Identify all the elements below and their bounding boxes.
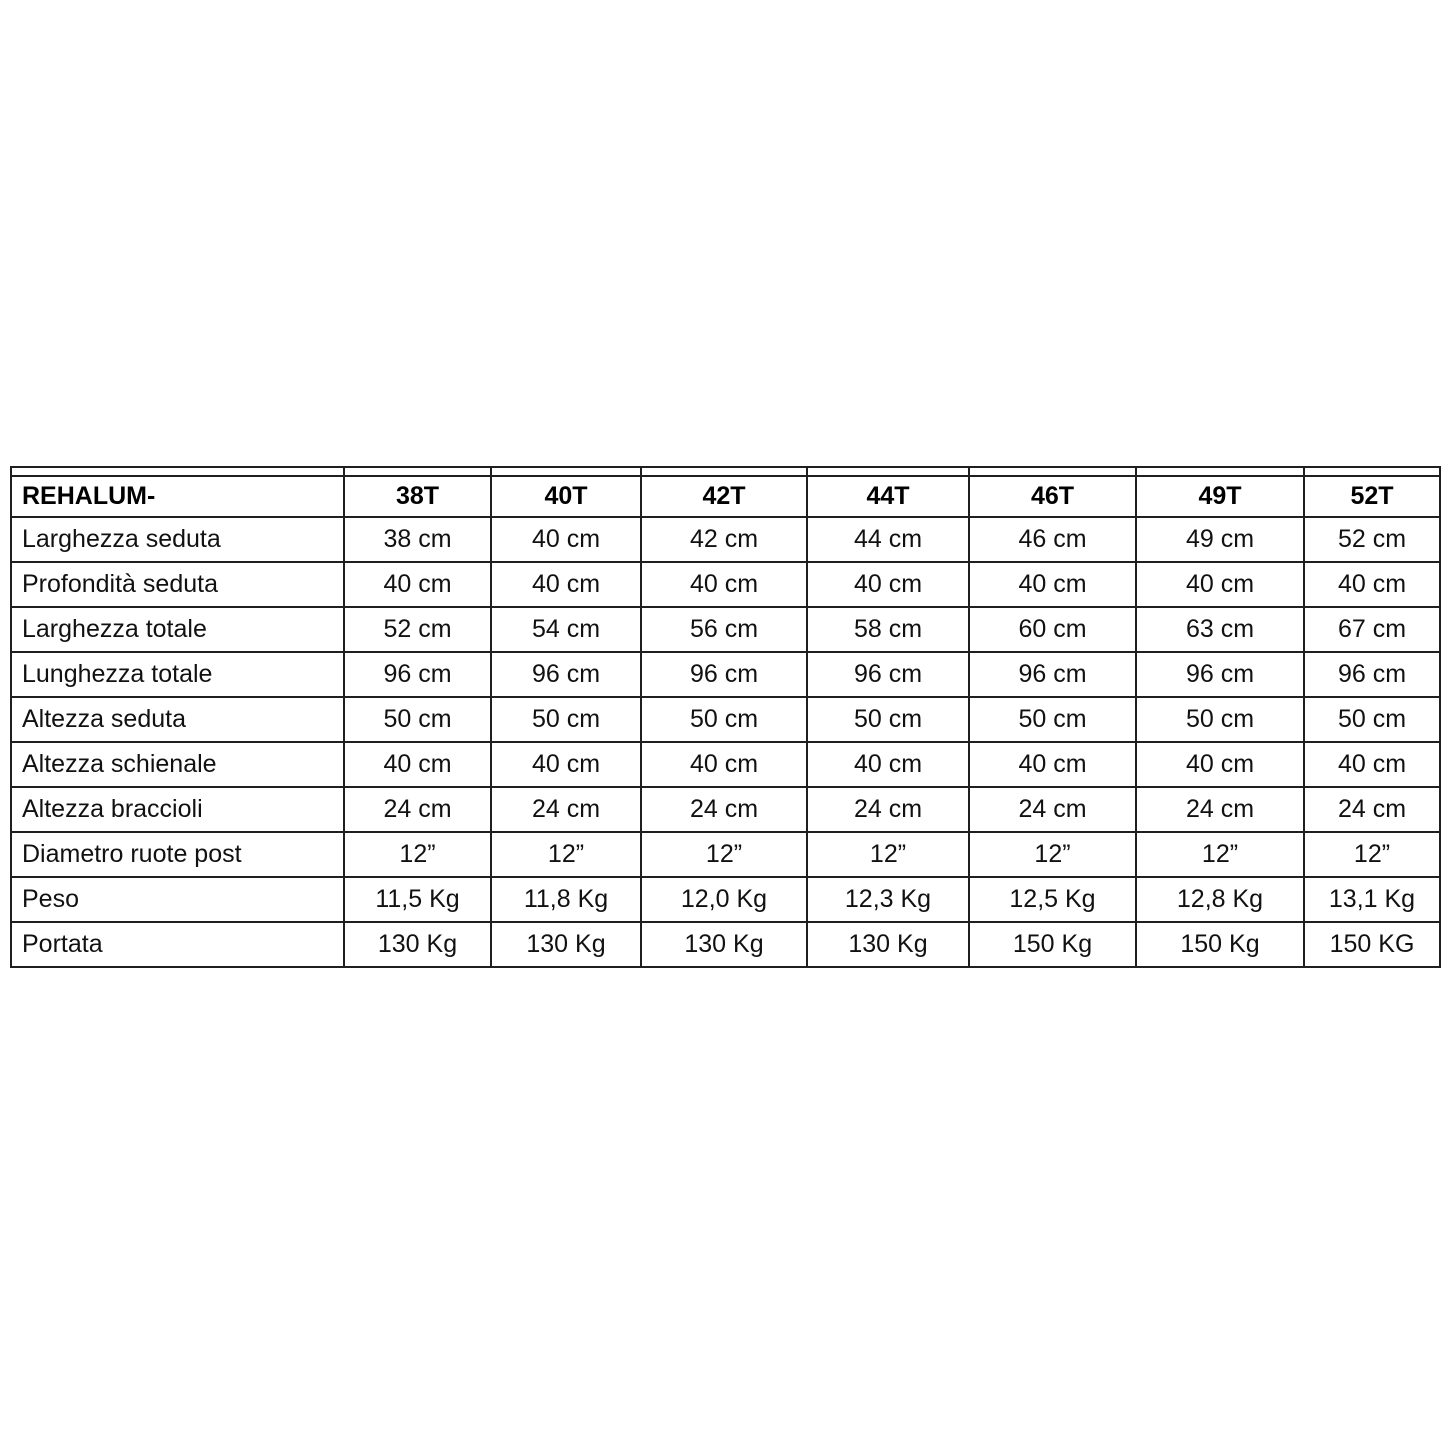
- spec-value-cell: 52 cm: [344, 607, 491, 652]
- row-label: Altezza braccioli: [11, 787, 344, 832]
- column-header-44t: 44T: [807, 476, 969, 517]
- spec-value-cell: 150 Kg: [1136, 922, 1304, 967]
- spec-value-cell: 67 cm: [1304, 607, 1440, 652]
- table-row: [11, 517, 1440, 562]
- spec-value-cell: 50 cm: [1136, 697, 1304, 742]
- spec-value-cell: 40 cm: [491, 517, 641, 562]
- spec-value-cell: 12,8 Kg: [1136, 877, 1304, 922]
- spec-value-cell: 40 cm: [491, 742, 641, 787]
- strip-cell: [1304, 467, 1440, 476]
- row-label: Larghezza seduta: [11, 517, 344, 562]
- table-row: [11, 877, 1440, 922]
- spec-value-cell: 49 cm: [1136, 517, 1304, 562]
- table-body: [11, 517, 1440, 967]
- table-row: [11, 652, 1440, 697]
- spec-value-cell: 50 cm: [1304, 697, 1440, 742]
- table-row: [11, 787, 1440, 832]
- spec-value-cell: 50 cm: [344, 697, 491, 742]
- table-row: [11, 922, 1440, 967]
- header-row: [11, 476, 1440, 517]
- spec-value-cell: 12”: [491, 832, 641, 877]
- row-label: Peso: [11, 877, 344, 922]
- spec-value-cell: 12”: [807, 832, 969, 877]
- spec-value-cell: 40 cm: [491, 562, 641, 607]
- spec-value-cell: 38 cm: [344, 517, 491, 562]
- column-header-40t: 40T: [491, 476, 641, 517]
- spec-value-cell: 24 cm: [807, 787, 969, 832]
- strip-cell: [807, 467, 969, 476]
- spec-value-cell: 40 cm: [641, 742, 807, 787]
- spec-value-cell: 12”: [1304, 832, 1440, 877]
- row-label: Profondità seduta: [11, 562, 344, 607]
- spec-value-cell: 11,5 Kg: [344, 877, 491, 922]
- strip-cell: [11, 467, 344, 476]
- spec-value-cell: 150 Kg: [969, 922, 1136, 967]
- spec-value-cell: 50 cm: [807, 697, 969, 742]
- column-header-46t: 46T: [969, 476, 1136, 517]
- spec-value-cell: 40 cm: [807, 562, 969, 607]
- spec-value-cell: 46 cm: [969, 517, 1136, 562]
- spec-value-cell: 54 cm: [491, 607, 641, 652]
- row-label: Lunghezza totale: [11, 652, 344, 697]
- column-header-38t: 38T: [344, 476, 491, 517]
- spec-value-cell: 40 cm: [969, 562, 1136, 607]
- spec-value-cell: 40 cm: [969, 742, 1136, 787]
- product-spec-table: [10, 466, 1441, 968]
- row-label: Portata: [11, 922, 344, 967]
- strip-cell: [1136, 467, 1304, 476]
- spec-value-cell: 58 cm: [807, 607, 969, 652]
- spec-value-cell: 52 cm: [1304, 517, 1440, 562]
- spec-value-cell: 96 cm: [344, 652, 491, 697]
- spec-value-cell: 13,1 Kg: [1304, 877, 1440, 922]
- spec-value-cell: 11,8 Kg: [491, 877, 641, 922]
- strip-cell: [491, 467, 641, 476]
- spec-value-cell: 24 cm: [1304, 787, 1440, 832]
- table-row: [11, 562, 1440, 607]
- spec-value-cell: 50 cm: [969, 697, 1136, 742]
- spec-value-cell: 50 cm: [641, 697, 807, 742]
- table-row: [11, 832, 1440, 877]
- spec-value-cell: 12”: [969, 832, 1136, 877]
- spec-value-cell: 44 cm: [807, 517, 969, 562]
- spec-value-cell: 40 cm: [807, 742, 969, 787]
- spec-value-cell: 24 cm: [1136, 787, 1304, 832]
- table-row: [11, 697, 1440, 742]
- spec-value-cell: 96 cm: [491, 652, 641, 697]
- spec-value-cell: 40 cm: [1136, 742, 1304, 787]
- spec-value-cell: 130 Kg: [807, 922, 969, 967]
- spec-value-cell: 24 cm: [969, 787, 1136, 832]
- table-corner-header: REHALUM-: [11, 476, 344, 517]
- spec-value-cell: 40 cm: [1136, 562, 1304, 607]
- spec-value-cell: 24 cm: [641, 787, 807, 832]
- spec-value-cell: 12,0 Kg: [641, 877, 807, 922]
- spec-value-cell: 96 cm: [969, 652, 1136, 697]
- spec-value-cell: 40 cm: [641, 562, 807, 607]
- spec-value-cell: 40 cm: [344, 562, 491, 607]
- table-row: [11, 742, 1440, 787]
- row-label: Diametro ruote post: [11, 832, 344, 877]
- column-header-42t: 42T: [641, 476, 807, 517]
- spec-value-cell: 12”: [1136, 832, 1304, 877]
- spec-value-cell: 50 cm: [491, 697, 641, 742]
- spec-value-cell: 96 cm: [1136, 652, 1304, 697]
- column-header-52t: 52T: [1304, 476, 1440, 517]
- spec-value-cell: 130 Kg: [344, 922, 491, 967]
- top-strip-row: [11, 467, 1440, 476]
- strip-cell: [969, 467, 1136, 476]
- spec-value-cell: 60 cm: [969, 607, 1136, 652]
- spec-value-cell: 42 cm: [641, 517, 807, 562]
- spec-value-cell: 40 cm: [344, 742, 491, 787]
- column-header-49t: 49T: [1136, 476, 1304, 517]
- spec-value-cell: 12,5 Kg: [969, 877, 1136, 922]
- spec-value-cell: 96 cm: [807, 652, 969, 697]
- row-label: Altezza seduta: [11, 697, 344, 742]
- spec-value-cell: 130 Kg: [491, 922, 641, 967]
- spec-value-cell: 12”: [641, 832, 807, 877]
- spec-value-cell: 12,3 Kg: [807, 877, 969, 922]
- spec-value-cell: 12”: [344, 832, 491, 877]
- spec-value-cell: 40 cm: [1304, 562, 1440, 607]
- spec-value-cell: 150 KG: [1304, 922, 1440, 967]
- spec-value-cell: 130 Kg: [641, 922, 807, 967]
- spec-value-cell: 24 cm: [344, 787, 491, 832]
- spec-value-cell: 40 cm: [1304, 742, 1440, 787]
- row-label: Larghezza totale: [11, 607, 344, 652]
- spec-value-cell: 63 cm: [1136, 607, 1304, 652]
- table-row: [11, 607, 1440, 652]
- spec-value-cell: 24 cm: [491, 787, 641, 832]
- strip-cell: [641, 467, 807, 476]
- strip-cell: [344, 467, 491, 476]
- row-label: Altezza schienale: [11, 742, 344, 787]
- spec-value-cell: 96 cm: [641, 652, 807, 697]
- spec-value-cell: 96 cm: [1304, 652, 1440, 697]
- spec-value-cell: 56 cm: [641, 607, 807, 652]
